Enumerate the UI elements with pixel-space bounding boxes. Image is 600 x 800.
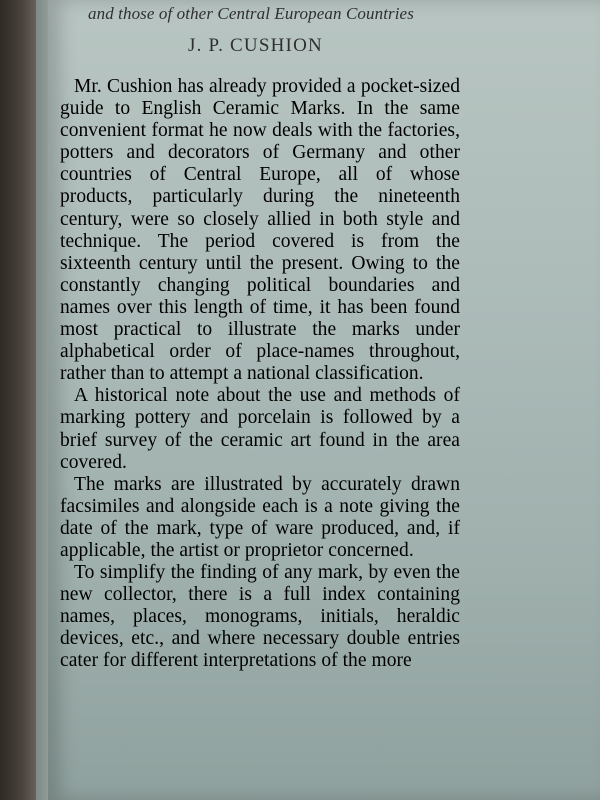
subtitle: and those of other Central European Countries [88, 4, 414, 23]
description-text [60, 76, 460, 673]
paragraph-index: To simplify the finding of any mark, by even the new collector, there is a full index containing names, places, monograms, initials, heraldic devices, etc., and where necessary double entries cater for different interpretations of the more [60, 562, 460, 672]
adjacent-page-shadow [0, 0, 40, 800]
paragraph-marks-illustrated: The marks are illustrated by accurately drawn facsimiles and alongside each is a note giving the date of the mark, type of ware produced, and, if applicable, the artist or proprietor concerned. [60, 473, 460, 561]
author-name: J. P. CUSHION [188, 35, 323, 56]
paragraph-historical-note: A historical note about the use and methods of marking pottery and porcelain is followed by a brief survey of the ceramic art found in the area covered. [60, 385, 460, 473]
book-jacket-flap [48, 0, 600, 800]
paragraph-intro: Mr. Cushion has already provided a pocket-sized guide to English Ceramic Marks. In the same convenient format he now deals with the factories, potters and decorators of Germany and other countries of Central Europe, all of whose products, particularly during the nineteenth century, were so closely allied in both style and technique. The period covered is from the sixteenth century until the present. Owing to the constantly changing political boundaries and names over this length of time, it has been found most practical to illustrate the marks under alphabetical order of place-names throughout, rather than to attempt a national classification. [60, 76, 460, 385]
